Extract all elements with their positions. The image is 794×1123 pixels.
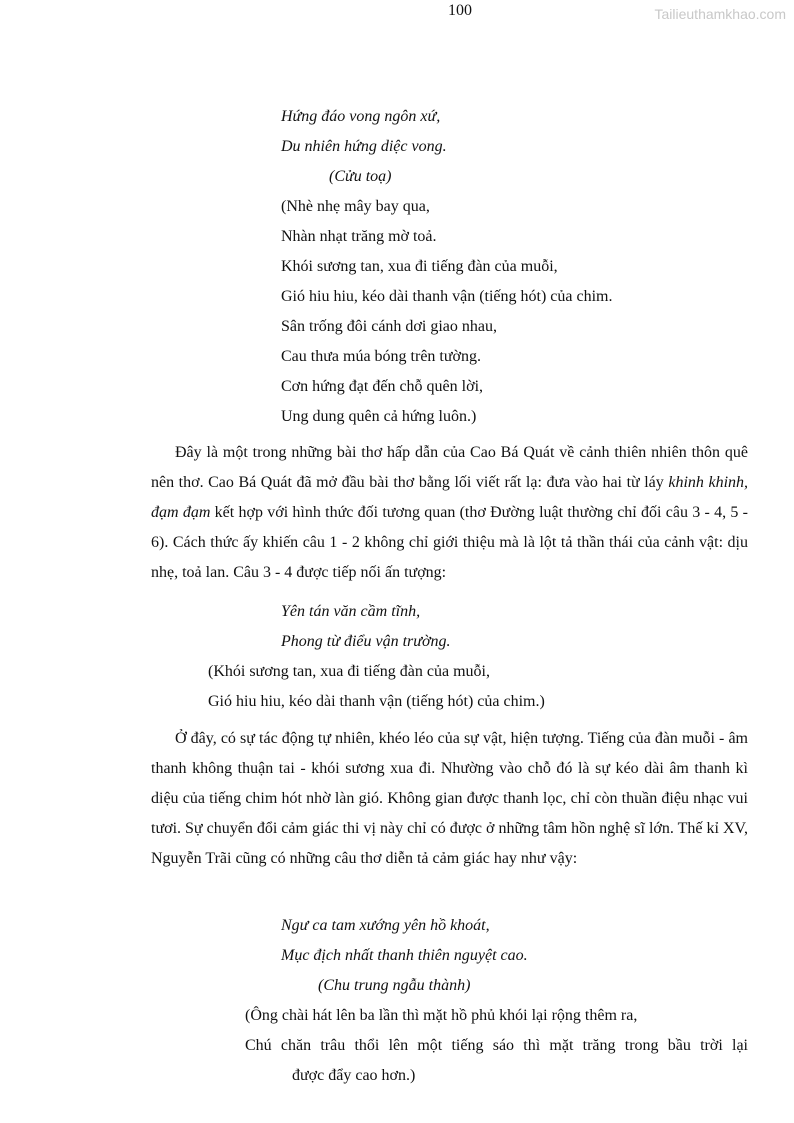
page-number: 100: [448, 2, 472, 19]
poem1-translation-line-4: Gió hiu hiu, kéo dài thanh vận (tiếng hót) của chim.: [281, 288, 613, 305]
paragraph-2: [151, 724, 748, 874]
poem1-source: (Cửu toạ): [329, 168, 392, 185]
poem3-translation-line-1: (Ông chài hát lên ba lần thì mặt hồ phủ khói lại rộng thêm ra,: [245, 1007, 638, 1024]
poem2-original-line-1: Yên tán văn cầm tĩnh,: [281, 603, 421, 620]
poem1-translation-line-6: Cau thưa múa bóng trên tường.: [281, 348, 481, 365]
poem3-translation-line-2: Chú chăn trâu thổi lên một tiếng sáo thì mặt trăng trong bầu trời lại: [245, 1037, 748, 1054]
poem3-original-line-1: Ngư ca tam xướng yên hồ khoát,: [281, 917, 490, 934]
poem1-translation-line-3: Khói sương tan, xua đi tiếng đàn của muỗi,: [281, 258, 558, 275]
paragraph-1-text-a: Đây là một trong những bài thơ hấp dẫn của Cao Bá Quát về cảnh thiên nhiên thôn quê nên thơ. Cao Bá Quát đã mở đầu bài thơ bằng lối viết rất lạ: đưa vào hai từ láy: [151, 444, 748, 491]
paragraph-1-text-b: kết hợp với hình thức đối tương quan (thơ Đường luật thường chỉ đối câu 3 - 4, 5 - 6). Cách thức ấy khiến câu 1 - 2 không chỉ giới thiệu mà là lột tả thần thái của cảnh vật: dịu nhẹ, toả lan. Câu 3 - 4 được tiếp nối ấn tượng:: [151, 504, 749, 581]
paragraph-1: [151, 438, 748, 588]
watermark: Tailieuthamkhao.com: [654, 6, 786, 22]
poem3-original-line-2: Mục địch nhất thanh thiên nguyệt cao.: [281, 947, 528, 964]
poem2-original-line-2: Phong từ điểu vận trường.: [281, 633, 451, 650]
poem1-translation-line-7: Cơn hứng đạt đến chỗ quên lời,: [281, 378, 484, 395]
poem1-translation-line-8: Ung dung quên cả hứng luôn.): [281, 408, 477, 425]
poem1-original-line-2: Du nhiên hứng diệc vong.: [281, 138, 447, 155]
poem3-source: (Chu trung ngẫu thành): [318, 977, 471, 994]
poem1-original-line-1: Hứng đáo vong ngôn xứ,: [281, 108, 441, 125]
poem1-translation-line-2: Nhàn nhạt trăng mờ toả.: [281, 228, 437, 245]
poem1-translation-line-5: Sân trống đôi cánh dơi giao nhau,: [281, 318, 497, 335]
poem3-translation-line-3: được đẩy cao hơn.): [292, 1067, 416, 1084]
poem1-translation-line-1: (Nhè nhẹ mây bay qua,: [281, 198, 430, 215]
paragraph-1-italic-words: khinh khinh, đạm đạm: [151, 474, 749, 521]
poem2-translation-line-2: Gió hiu hiu, kéo dài thanh vận (tiếng hót) của chim.): [208, 693, 545, 710]
poem2-translation-line-1: (Khói sương tan, xua đi tiếng đàn của muỗi,: [208, 663, 490, 680]
paragraph-2-text: Ở đây, có sự tác động tự nhiên, khéo léo của sự vật, hiện tượng. Tiếng của đàn muỗi - âm thanh không thuận tai - khói sương xua đi. Nhường vào chỗ đó là sự kéo dài âm thanh kì diệu của tiếng chim hót nhờ làn gió. Không gian được thanh lọc, chỉ còn thuần điệu nhạc vui tươi. Sự chuyển đổi cảm giác thi vị này chỉ có được ở những tâm hồn nghệ sĩ lớn. Thế kỉ XV, Nguyễn Trãi cũng có những câu thơ diễn tả cảm giác hay như vậy:: [151, 730, 748, 867]
